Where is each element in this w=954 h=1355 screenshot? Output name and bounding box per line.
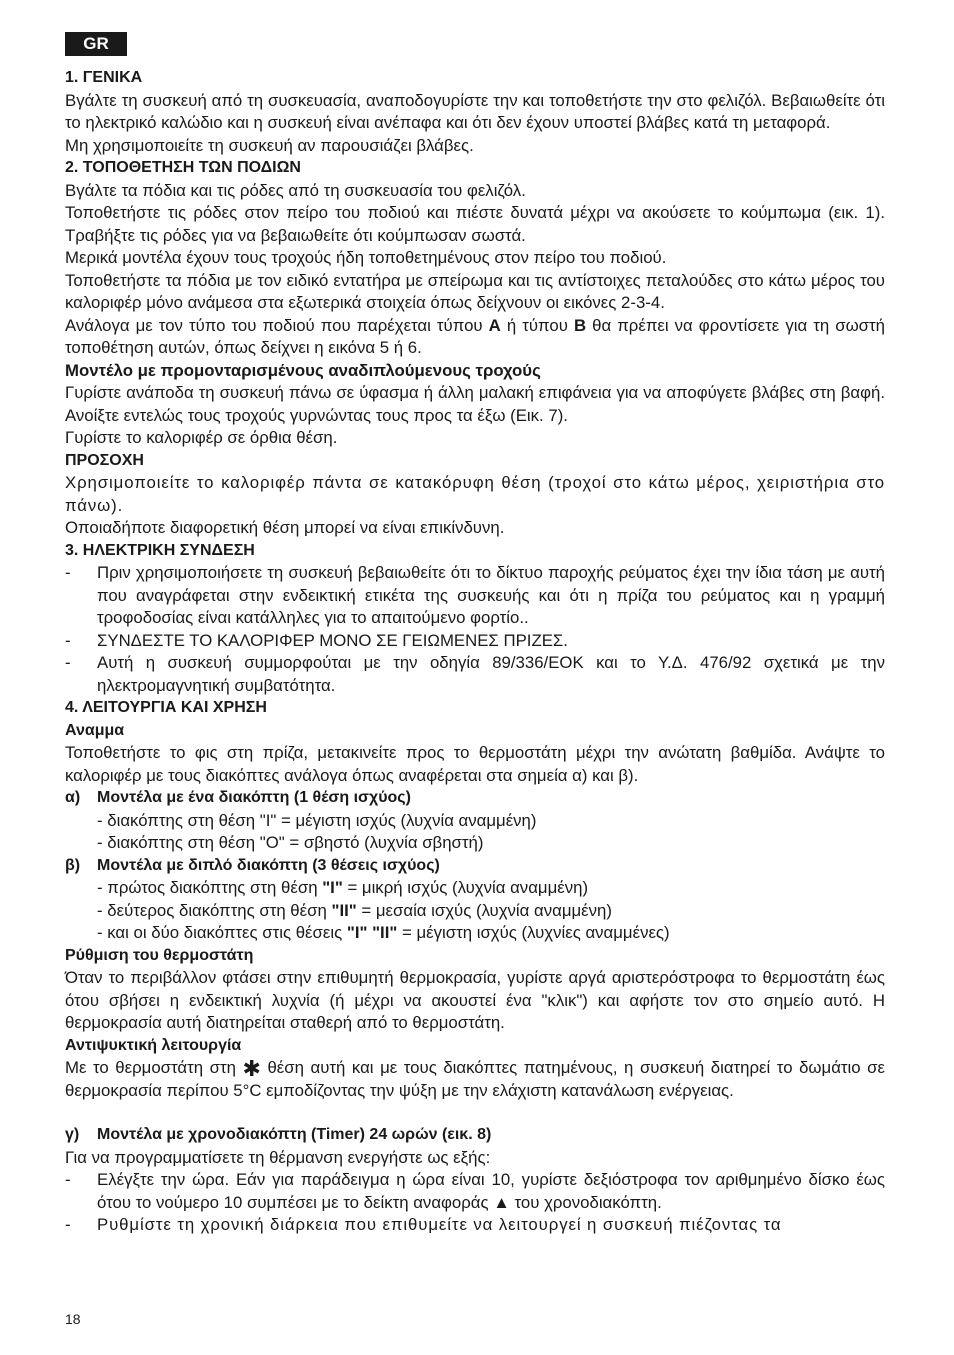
model-b-heading: β) Μοντέλα με διπλό διακόπτη (3 θέσεις ισχύος) bbox=[65, 856, 440, 874]
model-a-item-1: - διακόπτης στη θέση "I" = μέγιστη ισχύς (λυχνία αναμμένη) bbox=[97, 810, 537, 830]
section-title-electrical: 3. ΗΛΕΚΤΡΙΚΗ ΣΥΝΔΕΣΗ bbox=[65, 541, 255, 559]
antifreeze-paragraph: Με το θερμοστάτη στη ✱ θέση αυτή και με τους διακόπτες πατημένους, η συσκευή διατηρεί το δωμάτιο σε θερμοκρασία περίπου 5°C εμποδίζοντας την ψύξη με την ελάχιστη κατανάλωση ενέργειας. bbox=[65, 1056, 885, 1100]
feet-paragraph-1: Βγάλτε τα πόδια και τις ρόδες από τη συσκευασία του φελιζόλ. bbox=[65, 180, 526, 200]
snowflake-icon: ✱ bbox=[242, 1056, 261, 1081]
page-number: 18 bbox=[65, 1311, 81, 1327]
triangle-up-icon: ▲ bbox=[493, 1192, 510, 1212]
warning-paragraph-2: Οποιαδήποτε διαφορετική θέση μπορεί να είναι επικίνδυνη. bbox=[65, 518, 505, 537]
thermostat-paragraph: Όταν το περιβάλλον φτάσει στην επιθυμητή θερμοκρασία, γυρίστε αργά αριστερόστροφα το θερμοστάτη έως ότου σβήσει η ενδεικτική λυχνία (ή μέχρι να ακουστεί ένα "κλικ") και αφήστε τον στο σημείο αυτό. Η θερμοκρασία αυτή διατηρείται σταθερή από το θερμοστάτη. bbox=[65, 968, 885, 1032]
feet-paragraph-4: Τοποθετήστε τα πόδια με τον ειδικό εντατήρα με σπείρωμα και τις αντίστοιχες πεταλούδες στο κάτω μέρος του καλοριφέρ μόνο ανάμεσα στα εξωτερικά στοιχεία όπως δείχνουν οι εικόνες 2-3-4. bbox=[65, 270, 885, 312]
warning-paragraph-1: Χρησιμοποιείτε το καλοριφέρ πάντα σε κατακόρυφη θέση (τροχοί στο κάτω μέρος, χειριστήρια στο πάνω). bbox=[65, 473, 885, 515]
warning-title: ΠΡΟΣΟΧΗ bbox=[65, 451, 144, 469]
feet-paragraph-5: Ανάλογα με τον τύπο του ποδιού που παρέχεται τύπου A ή τύπου B θα πρέπει να φροντίσετε για τη σωστή τοποθέτηση αυτών, όπως δείχνει η εικόνα 5 ή 6. bbox=[65, 315, 885, 357]
model-a-heading: α) Μοντέλα με ένα διακόπτη (1 θέση ισχύος) bbox=[65, 789, 411, 806]
list-item: - Ρυθμίστε τη χρονική διάρκεια που επιθυμείτε να λειτουργεί η συσκευή πιέζοντας τα bbox=[65, 1215, 782, 1234]
list-item: - Αυτή η συσκευή συμμορφούται με την οδηγία 89/336/ΕΟΚ και το Υ.Δ. 476/92 σχετικά με την ηλεκτρομαγνητική συμβατότητα. bbox=[65, 653, 885, 695]
timer-intro: Για να προγραμματίσετε τη θέρμανση ενεργήστε ως εξής: bbox=[65, 1147, 491, 1167]
subsection-title-folding-wheels: Μοντέλο με προμονταρισμένους αναδιπλούμενους τροχούς bbox=[65, 360, 541, 380]
model-c-heading: γ) Μοντέλα με χρονοδιακόπτη (Timer) 24 ωρών (εικ. 8) bbox=[65, 1126, 492, 1143]
general-paragraph-2: Μη χρησιμοποιείτε τη συσκευή αν παρουσιάζει βλάβες. bbox=[65, 135, 474, 155]
feet-paragraph-2: Τοποθετήστε τις ρόδες στον πείρο του ποδιού και πιέστε δυνατά μέχρι να ακούσετε το κούμπωμα (εικ. 1). Τραβήξτε τις ρόδες για να βεβαιωθείτε ότι κούμπωσαν σωστά. bbox=[65, 203, 885, 245]
model-b-item-2: - δεύτερος διακόπτης στη θέση "II" = μεσαία ισχύς (λυχνία αναμμένη) bbox=[97, 900, 612, 920]
section-title-feet: 2. ΤΟΠΟΘΕΤΗΣΗ ΤΩΝ ΠΟΔΙΩΝ bbox=[65, 159, 301, 176]
manual-text bbox=[65, 67, 885, 1237]
general-paragraph-1: Βγάλτε τη συσκευή από τη συσκευασία, αναποδογυρίστε την και τοποθετήστε την στο φελιζόλ. Βεβαιωθείτε ότι το ηλεκτρικό καλώδιο και η συσκευή είναι ανέπαφα και ότι δεν έχουν υποστεί βλάβες κατά τη μεταφορά. bbox=[65, 90, 885, 132]
subsection-title-ignition: Αναμμα bbox=[65, 721, 125, 739]
list-item: - Πριν χρησιμοποιήσετε τη συσκευή βεβαιωθείτε ότι το δίκτυο παροχής ρεύματος έχει την ίδια τάση με αυτή που αναγράφεται στην ενδεικτική ετικέτα της συσκευής και ότι η πρίζα του ρεύματος και η γραμμή τροφοδοσίας είναι κατάλληλες για το απαιτούμενο φορτίο.. bbox=[65, 563, 885, 627]
ignition-paragraph: Τοποθετήστε το φις στη πρίζα, μετακινείτε προς το θερμοστάτη μέχρι την ανώτατη βαθμίδα. Ανάψτε το καλοριφέρ με τους διακόπτες ανάλογα όπως αναφέρεται στα σημεία α) και β). bbox=[65, 743, 885, 785]
folding-wheels-paragraph-1: Γυρίστε ανάποδα τη συσκευή πάνω σε ύφασμα ή άλλη μαλακή επιφάνεια για να αποφύγετε βλάβες στη βαφή. Ανοίξτε εντελώς τους τροχούς γυρνώντας τους προς τα έξω (Εικ. 7). bbox=[65, 383, 885, 425]
model-b-item-1: - πρώτος διακόπτης στη θέση "I" = μικρή ισχύς (λυχνία αναμμένη) bbox=[97, 878, 589, 897]
folding-wheels-paragraph-2: Γυρίστε το καλοριφέρ σε όρθια θέση. bbox=[65, 428, 338, 447]
model-b-item-3: - και οι δύο διακόπτες στις θέσεις "I" "II" = μέγιστη ισχύς (λυχνίες αναμμένες) bbox=[97, 923, 670, 942]
list-item: - ΣΥΝΔΕΣΤΕ ΤΟ ΚΑΛΟΡΙΦΕΡ ΜΟΝΟ ΣΕ ΓΕΙΩΜΕΝΕΣ ΠΡΙΖΕΣ. bbox=[65, 630, 568, 650]
language-badge: GR bbox=[65, 32, 127, 56]
feet-paragraph-3: Μερικά μοντέλα έχουν τους τροχούς ήδη τοποθετημένους στον πείρο του ποδιού. bbox=[65, 248, 667, 267]
subsection-title-thermostat: Ρύθμιση του θερμοστάτη bbox=[65, 946, 254, 964]
model-a-item-2: - διακόπτης στη θέση "O" = σβηστό (λυχνία σβηστή) bbox=[97, 833, 484, 852]
subsection-title-antifreeze: Αντιψυκτική λειτουργία bbox=[65, 1036, 242, 1054]
list-item: - Ελέγξτε την ώρα. Εάν για παράδειγμα η ώρα είναι 10, γυρίστε δεξιόστροφα τον αριθμημένο δίσκο έως ότου το νούμερο 10 συμπέσει με το δείκτη αναφοράς ▲ του χρονοδιακόπτη. bbox=[65, 1170, 885, 1212]
section-title-general: 1. ΓΕΝΙΚΑ bbox=[65, 69, 143, 86]
section-title-operation: 4. ΛΕΙΤΟΥΡΓΙΑ ΚΑΙ ΧΡΗΣΗ bbox=[65, 699, 267, 716]
